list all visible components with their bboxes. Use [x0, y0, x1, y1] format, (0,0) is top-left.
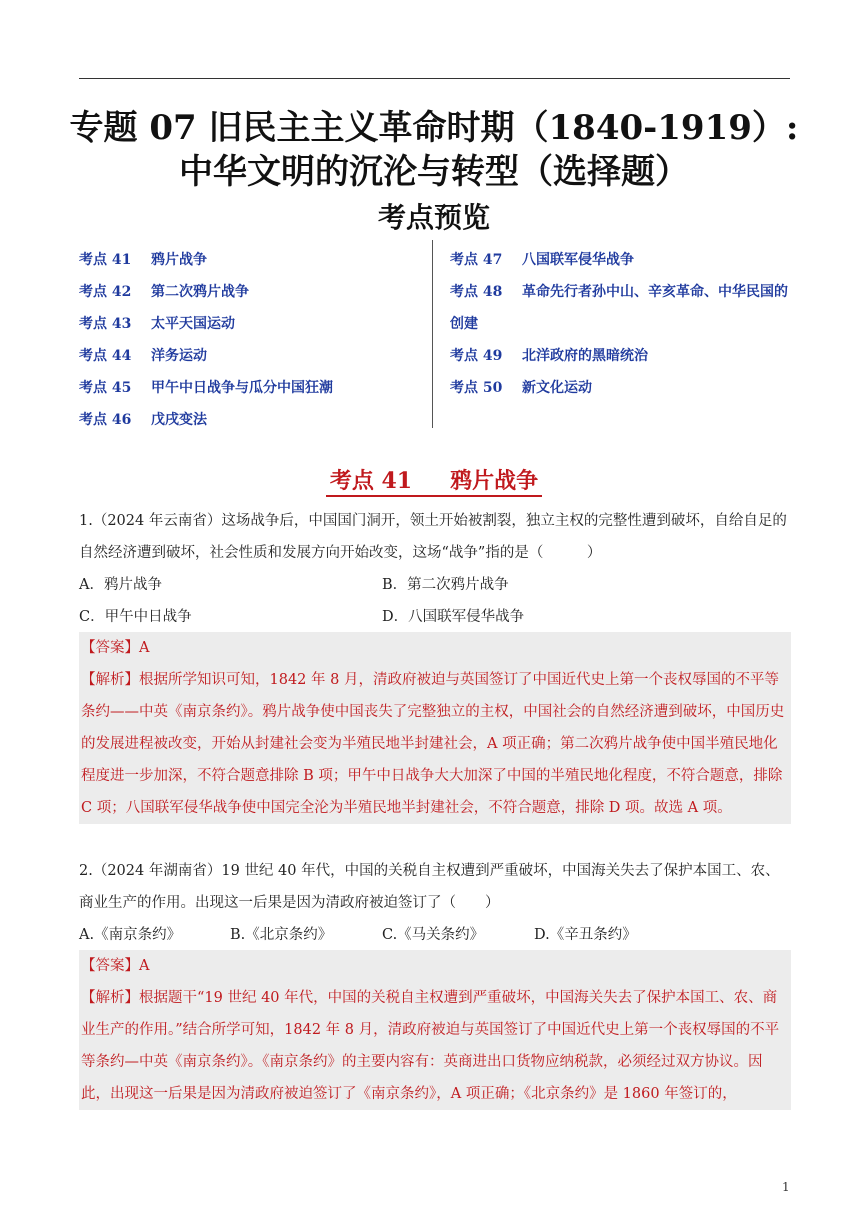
section-heading: 考点 41 鸦片战争 [0, 464, 868, 495]
title-line-2: 中华文明的沉沦与转型（选择题） [179, 152, 689, 192]
toc-item[interactable]: 考点 46 戊戌变法 [79, 412, 207, 428]
option-b[interactable]: B．第二次鸦片战争 [382, 577, 509, 593]
toc-item[interactable]: 考点 41 鸦片战争 [79, 252, 207, 268]
toc-item[interactable]: 考点 45 甲午中日战争与瓜分中国狂潮 [79, 380, 333, 396]
option-a[interactable]: A.《南京条约》 [79, 927, 182, 943]
toc-item[interactable]: 考点 49 北洋政府的黑暗统治 [450, 348, 648, 364]
analysis-text: 【解析】根据题干“19 世纪 40 年代，中国的关税自主权遭到严重破坏，中国海关失去了保护本国工、农、商业生产的作用。”结合所学可知，1842 年 8 月，清政府被迫与英国签订了中国近代史上第一个丧权辱国的不平等条约—中英《南京条约》。《南京条约》的主要内容有：英商进出口货物应纳税款，必须经过双方协议。因此，出现这一后果是因为清政府被迫签订了《南京条约》，A 项正确；《北京条约》是 1860 年签订的， [81, 990, 780, 1102]
question-2-answer-box [79, 950, 791, 1110]
toc-right-column [450, 244, 795, 404]
toc-left-column [79, 244, 333, 436]
question-1-options [79, 569, 791, 633]
question-1-stem: 1.（2024 年云南省）这场战争后，中国国门洞开，领土开始被割裂，独立主权的完整性遭到破坏，自给自足的自然经济遭到破坏，社会性质和发展方向开始改变，这场“战争”指的是（ ） [79, 513, 787, 561]
answer-text: 【答案】A [81, 958, 150, 974]
option-a[interactable]: A．鸦片战争 [79, 577, 162, 593]
toc-item[interactable]: 考点 50 新文化运动 [450, 380, 592, 396]
question-2-options [79, 919, 791, 951]
option-c[interactable]: C.《马关条约》 [382, 927, 485, 943]
page-number: 1 [782, 1180, 790, 1194]
option-d[interactable]: D.《辛丑条约》 [534, 927, 637, 943]
toc-item[interactable]: 考点 43 太平天国运动 [79, 316, 235, 332]
toc-divider [432, 240, 433, 428]
preview-heading: 考点预览 [377, 201, 490, 234]
toc-item[interactable]: 考点 42 第二次鸦片战争 [79, 284, 249, 300]
toc-item[interactable]: 考点 47 八国联军侵华战争 [450, 252, 634, 268]
title-line-1: 专题 07 旧民主主义革命时期（1840-1919）: [69, 108, 799, 148]
question-2-stem: 2.（2024 年湖南省）19 世纪 40 年代，中国的关税自主权遭到严重破坏，中国海关失去了保护本国工、农、商业生产的作用。出现这一后果是因为清政府被迫签订了（ ） [79, 863, 780, 911]
question-1-answer-box [79, 632, 791, 824]
analysis-text: 【解析】根据所学知识可知，1842 年 8 月，清政府被迫与英国签订了中国近代史上第一个丧权辱国的不平等条约——中英《南京条约》。鸦片战争使中国丧失了完整独立的主权，中国社会的自然经济遭到破坏，中国历史的发展进程被改变，开始从封建社会变为半殖民地半封建社会，A 项正确；第二次鸦片战争使中国半殖民地化程度进一步加深，不符合题意排除 B 项；甲午中日战争大大加深了中国的半殖民地化程度，不符合题意，排除 C 项；八国联军侵华战争使中国完全沦为半殖民地半封建社会，不符合题意，排除 D 项。故选 A 项。 [81, 672, 785, 816]
option-c[interactable]: C．甲午中日战争 [79, 609, 192, 625]
answer-text: 【答案】A [81, 640, 150, 656]
toc-item[interactable]: 考点 48 革命先行者孙中山、辛亥革命、中华民国的创建 [450, 284, 788, 332]
option-d[interactable]: D．八国联军侵华战争 [382, 609, 525, 625]
toc-item[interactable]: 考点 44 洋务运动 [79, 348, 207, 364]
option-b[interactable]: B.《北京条约》 [230, 927, 333, 943]
header-rule [79, 78, 790, 79]
